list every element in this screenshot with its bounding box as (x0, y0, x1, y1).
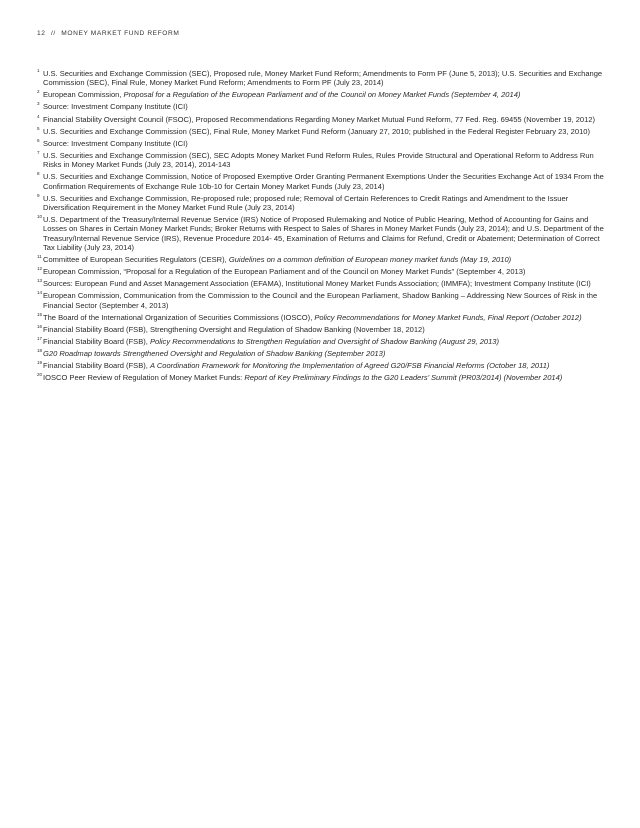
footnote (37, 172, 605, 191)
footnote-text: U.S. Department of the Treasury/Internal Revenue Service (IRS) Notice of Proposed Rulemaking and Notice of Public Hearing, Method of Accounting for Gains and Losses on Shares in Certain Money Market Funds; Broker Returns with Respect to Sales of Shares in Money Market Funds (July 23, 2014); and U.S. Department of the Treasury/Internal Revenue Service (IRS), Revenue Procedure 2014- 45, Examination of Returns and Claims for Refund, Credit or Abatement; Determination of Correct Tax Liability (July 23, 2014) (43, 215, 604, 252)
footnote-number: 3 (37, 101, 40, 107)
footnote-text: Financial Stability Board (FSB), (43, 361, 150, 371)
footnote-number: 2 (37, 89, 40, 95)
footnote-text: Sources: European Fund and Asset Management Association (EFAMA), Institutional Money Market Funds Association; (IMMFA); Investment Company Institute (ICI) (43, 279, 591, 289)
footnote-text: European Commission, Communication from the Commission to the Council and the European Parliament, Shadow Banking – Addressing New Sources of Risk in the Financial Sector (September 4, 2013) (43, 291, 598, 310)
footnote-title-italic: Proposal for a Regulation of the European Parliament and of the Council on Money Market Funds (September 4, 2014) (123, 90, 521, 100)
footnote (37, 139, 605, 148)
footnote (37, 90, 605, 99)
footnote-text: European Commission, “Proposal for a Regulation of the European Parliament and of the Council on Money Market Funds” (September 4, 2013) (43, 267, 526, 277)
footnote-number: 9 (37, 192, 40, 198)
footnote-text: Committee of European Securities Regulators (CESR), (43, 255, 229, 265)
footnote (37, 255, 605, 264)
footnote-text: U.S. Securities and Exchange Commission, Notice of Proposed Exemptive Order Granting Permanent Exemptions Under the Securities Exchange Act of 1934 From the Confirmation Requirements of Exchange Rule 10b-10 for Certain Money Market Funds (July 23, 2014) (43, 172, 604, 191)
footnote (37, 127, 605, 136)
footnote-number: 18 (37, 347, 43, 353)
footnote-text: European Commission, (43, 90, 124, 100)
footnote-title-italic: Policy Recommendations for Money Market Funds, Final Report (October 2012) (314, 312, 582, 322)
footnote (37, 215, 605, 252)
footnote-number: 8 (37, 171, 40, 177)
footnote-number: 1 (37, 68, 40, 73)
footnote-text: U.S. Securities and Exchange Commission (SEC), SEC Adopts Money Market Fund Reform Rules, Rules Provide Structural and Operational Reform to Address Run Risks in Money Market Funds (July 23, 2014), 2014-143 (43, 150, 594, 170)
footnote-title-italic: G20 Roadmap towards Strengthened Oversight and Regulation of Shadow Banking (September 2013) (43, 348, 386, 358)
footnote-number: 15 (37, 311, 43, 317)
footnote-title-italic: Guidelines on a common definition of European money market funds (May 19, 2010) (228, 255, 512, 265)
footnote (37, 102, 605, 111)
footnotes-list (37, 69, 605, 385)
footnote-text: Financial Stability Oversight Council (FSOC), Proposed Recommendations Regarding Money Market Mutual Fund Reform, 77 Fed. Reg. 69455 (November 19, 2012) (43, 114, 596, 124)
footnote-number: 11 (37, 254, 42, 260)
footnote-text: U.S. Securities and Exchange Commission (SEC), Final Rule, Money Market Fund Reform (January 27, 2010; published in the Federal Register February 23, 2010) (43, 126, 590, 136)
footnote-number: 14 (37, 290, 43, 296)
footnote-number: 12 (37, 266, 43, 272)
footnote-number: 19 (37, 360, 43, 366)
footnote (37, 373, 605, 382)
running-header (37, 30, 180, 37)
footnote-number: 20 (37, 372, 43, 378)
footnote (37, 279, 605, 288)
footnote-text: U.S. Securities and Exchange Commission, Re-proposed rule; proposed rule; Removal of Certain References to Credit Ratings and Amendment to the Issuer Diversification Requirement in the Money Market Fund Rule (July 23, 2014) (43, 193, 569, 212)
footnote-number: 10 (37, 214, 43, 220)
footnote-number: 6 (37, 137, 40, 143)
footnote-text: The Board of the International Organization of Securities Commissions (IOSCO), (43, 312, 315, 322)
footnote-number: 7 (37, 149, 40, 155)
footnote-number: 5 (37, 125, 40, 131)
footnote-text: Source: Investment Company Institute (ICI) (43, 138, 188, 148)
footnote (37, 194, 605, 213)
footnote (37, 69, 605, 88)
footnote-number: 16 (37, 323, 43, 329)
footnote-text: Financial Stability Board (FSB), (43, 336, 150, 346)
footnote (37, 115, 605, 124)
footnote-text: Financial Stability Board (FSB), Strengthening Oversight and Regulation of Shadow Banking (November 18, 2012) (43, 324, 425, 334)
footnote-text: Source: Investment Company Institute (ICI) (43, 102, 188, 112)
footnote-text: IOSCO Peer Review of Regulation of Money Market Funds: (43, 373, 245, 383)
footnote (37, 151, 605, 170)
footnote (37, 361, 605, 370)
footnote-number: 17 (37, 335, 43, 341)
header-separator: // (50, 30, 56, 37)
footnote-number: 13 (37, 278, 43, 284)
footnote (37, 349, 605, 358)
footnote-number: 4 (37, 113, 40, 119)
section-title: MONEY MARKET FUND REFORM (61, 30, 180, 37)
page-number: 12 (37, 30, 46, 37)
footnote (37, 267, 605, 276)
footnote-title-italic: A Coordination Framework for Monitoring the Implementation of Agreed G20/FSB Financial Reforms (October 18, 2011) (149, 361, 550, 371)
footnote (37, 291, 605, 310)
footnote (37, 325, 605, 334)
footnote-title-italic: Policy Recommendations to Strengthen Regulation and Oversight of Shadow Banking (August 29, 2013) (149, 336, 500, 346)
footnote-text: U.S. Securities and Exchange Commission (SEC), Proposed rule, Money Market Fund Reform; Amendments to Form PF (June 5, 2013); U.S. Securities and Exchange Commission (SEC), Final Rule, Money Market Fund Reform; Amendments to Form PF (July 23, 2014) (43, 69, 603, 88)
footnote-title-italic: Report of Key Preliminary Findings to the G20 Leaders’ Summit (PR03/2014) (November 2014) (244, 373, 563, 383)
footnote (37, 337, 605, 346)
footnote (37, 313, 605, 322)
